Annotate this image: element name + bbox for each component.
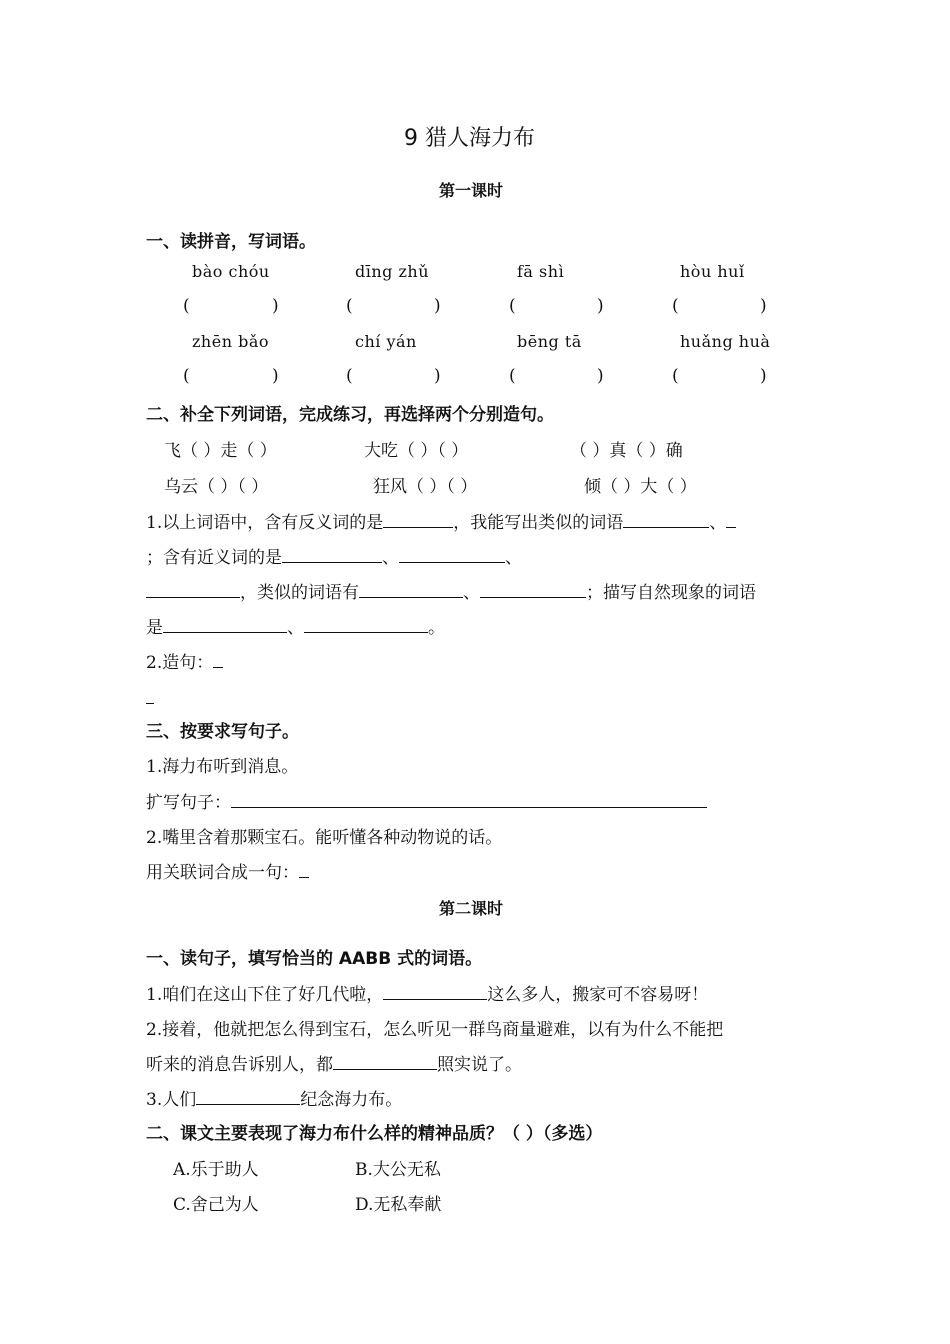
idiom-fill: 倾（ ）大（ ）: [584, 477, 697, 497]
blank[interactable]: [196, 1090, 300, 1105]
answer-paren-close: ): [760, 366, 767, 386]
sentence-1: 1.海力布听到消息。: [146, 757, 299, 777]
blank[interactable]: [304, 618, 428, 633]
answer-paren-open: (: [183, 296, 190, 316]
question-1-line: ；含有近义词的是 、 、: [146, 548, 522, 568]
blank[interactable]: [399, 548, 505, 563]
answer-paren-close: ): [434, 366, 441, 386]
section-1-heading: 一、读拼音，写词语。: [146, 232, 316, 252]
answer-paren-open: (: [509, 366, 516, 386]
answer-line[interactable]: [146, 703, 154, 704]
expand-sentence-line: 扩写句子：: [146, 788, 707, 813]
pinyin-item: dīng zhǔ: [355, 262, 430, 281]
answer-paren-open: (: [346, 366, 353, 386]
lesson-2-question-3: 3.人们 纪念海力布。: [146, 1090, 403, 1110]
section-3-heading: 三、按要求写句子。: [146, 722, 299, 742]
blank[interactable]: [333, 1055, 437, 1070]
lesson-2-section-2-heading: 二、课文主要表现了海力布什么样的精神品质？（ ）（多选）: [146, 1124, 603, 1144]
question-1-line: ，类似的词语有 、 ；描写自然现象的词语: [146, 578, 756, 603]
blank[interactable]: [623, 513, 709, 528]
option-d[interactable]: D.无私奉献: [355, 1195, 442, 1215]
answer-paren-open: (: [346, 296, 353, 316]
section-2-heading: 二、补全下列词语，完成练习，再选择两个分别造句。: [146, 405, 554, 425]
blank[interactable]: [359, 583, 463, 598]
pinyin-item: hòu huǐ: [680, 262, 745, 281]
blank[interactable]: [299, 863, 309, 878]
lesson-2-section-1-heading: 一、读句子，填写恰当的 AABB 式的词语。: [146, 949, 483, 969]
pinyin-item: huǎng huà: [680, 332, 771, 351]
answer-paren-close: ): [434, 296, 441, 316]
pinyin-item: bào chóu: [192, 262, 270, 281]
blank[interactable]: [383, 985, 487, 1000]
option-a[interactable]: A.乐于助人: [173, 1160, 259, 1180]
idiom-fill: 飞（ ）走（ ）: [164, 441, 277, 461]
answer-paren-open: (: [672, 296, 679, 316]
answer-paren-close: ): [597, 366, 604, 386]
blank[interactable]: [163, 618, 287, 633]
blank[interactable]: [480, 583, 586, 598]
question-1-line: 1.以上词语中，含有反义词的是 ，我能写出类似的词语 、: [146, 508, 736, 533]
answer-paren-close: ): [760, 296, 767, 316]
page-title: 9 猎人海力布: [404, 126, 535, 151]
pinyin-item: zhēn bǎo: [192, 332, 270, 351]
blank[interactable]: [231, 793, 707, 808]
answer-paren-open: (: [509, 296, 516, 316]
pinyin-item: bēng tā: [517, 332, 582, 351]
question-2-line: 2.造句：: [146, 648, 223, 673]
option-c[interactable]: C.舍己为人: [173, 1195, 259, 1215]
option-b[interactable]: B.大公无私: [355, 1160, 441, 1180]
blank[interactable]: [213, 653, 223, 668]
combine-sentence-line: 用关联词合成一句：: [146, 858, 309, 883]
lesson-2-heading: 第二课时: [439, 899, 504, 918]
pinyin-item: fā shì: [517, 262, 565, 281]
answer-paren-close: ): [272, 366, 279, 386]
answer-paren-open: (: [183, 366, 190, 386]
idiom-fill: 狂风（ ）（ ）: [373, 477, 478, 497]
idiom-fill: 大吃（ ）（ ）: [364, 441, 469, 461]
blank[interactable]: [282, 548, 382, 563]
sentence-2: 2.嘴里含着那颗宝石。能听懂各种动物说的话。: [146, 828, 503, 848]
blank[interactable]: [383, 513, 453, 528]
blank[interactable]: [726, 513, 736, 528]
lesson-2-question-1: 1.咱们在这山下住了好几代啦， 这么多人，搬家可不容易呀！: [146, 985, 709, 1005]
pinyin-item: chí yán: [355, 332, 417, 351]
question-1-line: 是 、 。: [146, 618, 445, 638]
answer-paren-open: (: [672, 366, 679, 386]
answer-paren-close: ): [597, 296, 604, 316]
lesson-2-question-2-cont: 听来的消息告诉别人，都 照实说了。: [146, 1055, 522, 1075]
lesson-1-heading: 第一课时: [439, 181, 504, 200]
blank[interactable]: [146, 583, 240, 598]
idiom-fill: （ ）真（ ）确: [570, 441, 683, 461]
answer-paren-close: ): [272, 296, 279, 316]
idiom-fill: 乌云（ ）（ ）: [164, 477, 269, 497]
lesson-2-question-2: 2.接着，他就把怎么得到宝石，怎么听见一群鸟商量避难，以有为什么不能把: [146, 1020, 724, 1040]
